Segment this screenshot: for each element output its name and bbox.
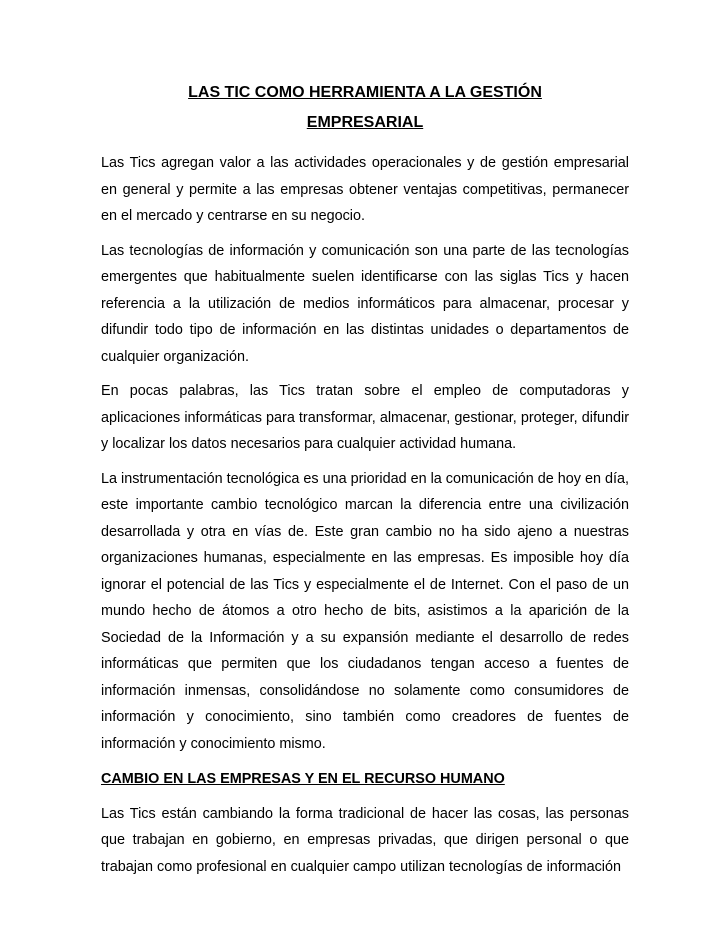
paragraph-1: Las Tics agregan valor a las actividades operacionales y de gestión empresarial en general y permite a las empresas obtener ventajas competitivas, permanecer en el mercado y centrarse en su negocio.: [101, 155, 629, 224]
section-heading: CAMBIO EN LAS EMPRESAS Y EN EL RECURSO HUMANO: [101, 771, 505, 787]
document-title: [101, 78, 629, 138]
document-page: [101, 78, 629, 880]
paragraph-4: La instrumentación tecnológica es una prioridad en la comunicación de hoy en día, este importante cambio tecnológico marcan la diferencia entre una civilización desarrollada y otra en vías de. Este gran cambio no ha sido ajeno a nuestras organizaciones humanas, especialmente en las empresas. Es imposible hoy día ignorar el potencial de las Tics y especialmente el de Internet. Con el paso de un mundo hecho de átomos a otro hecho de bits, asistimos a la aparición de la Sociedad de la Información y a su expansión mediante el desarrollo de redes informáticas que permiten que los ciudadanos tengan acceso a fuentes de información inmensas, consolidándose no solamente como consumidores de información y conocimiento, sino también como creadores de fuentes de información y conocimiento mismo.: [101, 470, 629, 752]
section-paragraph: Las Tics están cambiando la forma tradicional de hacer las cosas, las personas que trabajan en gobierno, en empresas privadas, que dirigen personal o que trabajan como profesional en cualquier campo utilizan tecnologías de información: [101, 805, 629, 875]
paragraph-2: Las tecnologías de información y comunicación son una parte de las tecnologías emergentes que habitualmente suelen identificarse con las siglas Tics y hacen referencia a la utilización de medios informáticos para almacenar, procesar y difundir todo tipo de información en las distintas unidades o departamentos de cualquier organización.: [101, 242, 629, 365]
title-line-1: LAS TIC COMO HERRAMIENTA A LA GESTIÓN: [188, 84, 542, 101]
title-line-2: EMPRESARIAL: [306, 114, 424, 131]
paragraph-3: En pocas palabras, las Tics tratan sobre el empleo de computadoras y aplicaciones informáticas para transformar, almacenar, gestionar, proteger, difundir y localizar los datos necesarios para cualquier actividad humana.: [101, 383, 629, 452]
